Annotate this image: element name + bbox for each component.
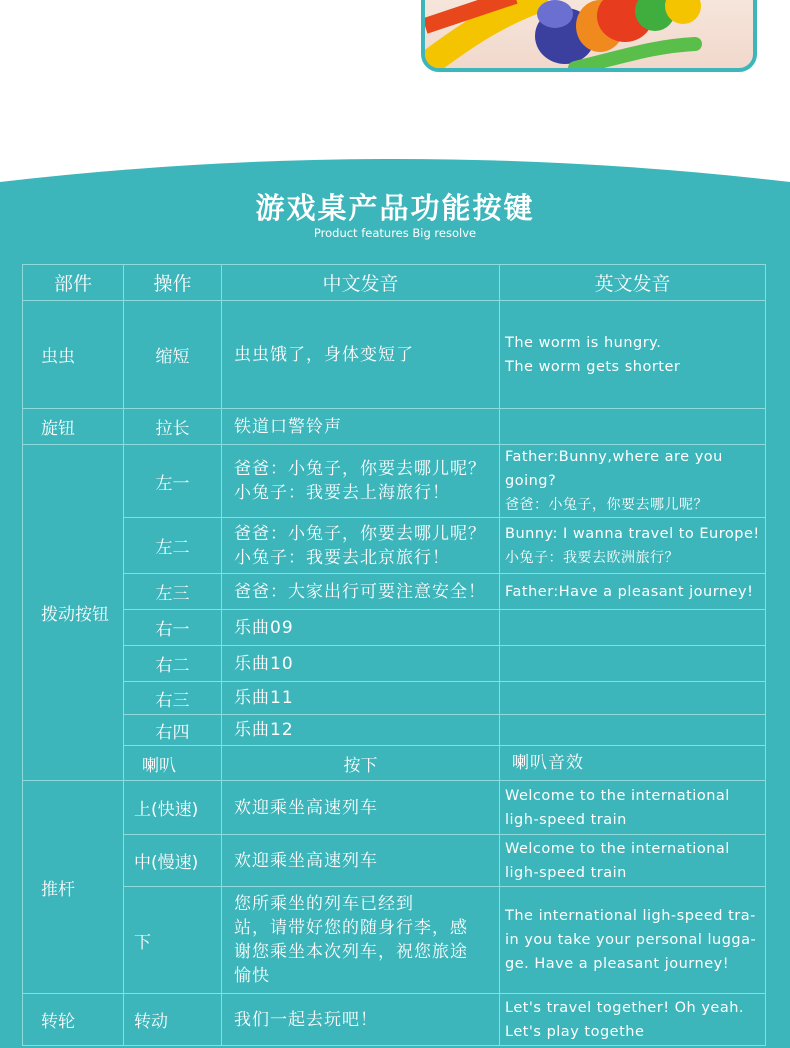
table-row <box>23 610 766 646</box>
chinese-cell: 我们一起去玩吧！ <box>222 994 500 1046</box>
operation-cell: 下 <box>124 887 222 994</box>
operation-cell: 缩短 <box>124 301 222 409</box>
chinese-line: 小兔子：我要去上海旅行！ <box>234 483 450 503</box>
operation-cell: 左三 <box>124 574 222 610</box>
english-line: Bunny: I wanna travel to Europe! <box>505 525 760 542</box>
operation-cell: 上(快速) <box>124 781 222 835</box>
english-line: Welcome to the international <box>505 840 730 857</box>
part-cell: 推杆 <box>23 781 124 994</box>
english-cell <box>500 409 766 445</box>
table-row <box>23 746 766 781</box>
english-cell <box>500 994 766 1046</box>
chinese-line: 爸爸：小兔子，你要去哪儿呢？ <box>234 523 486 544</box>
chinese-cell: 虫虫饿了，身体变短了 <box>222 301 500 409</box>
part-cell: 虫虫 <box>23 301 124 409</box>
english-line: Let's play togethe <box>505 1023 645 1040</box>
english-line: in you take your personal lugga- <box>505 932 757 948</box>
chinese-cell: 乐曲10 <box>222 646 500 682</box>
chinese-cell: 欢迎乘坐高速列车 <box>222 835 500 887</box>
chinese-cell <box>222 887 500 994</box>
page-subtitle: Product features Big resolve <box>313 226 477 240</box>
english-line: The worm is hungry. <box>505 334 662 351</box>
operation-cell: 右一 <box>124 610 222 646</box>
table-row <box>23 887 766 994</box>
operation-cell: 左一 <box>124 445 222 518</box>
english-line: 爸爸：小兔子，你要去哪儿呢？ <box>505 497 708 513</box>
chinese-cell: 乐曲11 <box>222 682 500 715</box>
chinese-cell: 乐曲09 <box>222 610 500 646</box>
chinese-line: 爸爸：小兔子，你要去哪儿呢？ <box>234 459 486 479</box>
part-cell: 喇叭 <box>124 746 222 781</box>
column-header-english: 英文发音 <box>500 265 766 301</box>
english-line: ge. Have a pleasant journey! <box>505 956 730 972</box>
chinese-cell: 乐曲12 <box>222 715 500 746</box>
operation-cell: 中(慢速) <box>124 835 222 887</box>
table-row <box>23 994 766 1046</box>
english-line: Father:Bunny,where are you <box>505 449 723 465</box>
operation-cell: 右二 <box>124 646 222 682</box>
operation-cell: 转动 <box>124 994 222 1046</box>
table-row <box>23 715 766 746</box>
english-line: ligh-speed train <box>505 864 627 881</box>
english-cell <box>500 682 766 715</box>
table-header-row <box>23 265 766 301</box>
english-cell <box>500 646 766 682</box>
chinese-line: 谢您乘坐本次列车，祝您旅途 <box>234 942 468 962</box>
english-cell <box>500 301 766 409</box>
table-row <box>23 445 766 518</box>
english-line: Welcome to the international <box>505 787 730 804</box>
english-line: Let's travel together! Oh yeah. <box>505 999 745 1016</box>
features-panel <box>0 158 790 1048</box>
english-cell <box>500 715 766 746</box>
chinese-line: 愉快 <box>234 966 270 986</box>
chinese-line: 站，请带好您的随身行李，感 <box>234 918 468 938</box>
operation-cell: 拉长 <box>124 409 222 445</box>
features-table <box>22 264 766 1046</box>
english-cell <box>500 887 766 994</box>
chinese-cell: 喇叭音效 <box>500 746 766 781</box>
chinese-cell <box>222 445 500 518</box>
part-cell: 转轮 <box>23 994 124 1046</box>
part-cell: 旋钮 <box>23 409 124 445</box>
product-photo <box>421 0 757 72</box>
english-cell <box>500 610 766 646</box>
table-row <box>23 301 766 409</box>
table-row <box>23 518 766 574</box>
part-cell: 拨动按钮 <box>23 445 124 781</box>
table-row <box>23 646 766 682</box>
table-row <box>23 574 766 610</box>
operation-cell: 右四 <box>124 715 222 746</box>
chinese-cell: 欢迎乘坐高速列车 <box>222 781 500 835</box>
english-cell <box>500 518 766 574</box>
table-row <box>23 409 766 445</box>
english-cell: Father:Have a pleasant journey! <box>500 574 766 610</box>
chinese-cell: 铁道口警铃声 <box>222 409 500 445</box>
english-line: 小兔子：我要去欧洲旅行？ <box>505 549 679 566</box>
chinese-cell <box>222 518 500 574</box>
operation-cell: 按下 <box>222 746 500 781</box>
english-line: The international ligh-speed tra- <box>505 908 756 924</box>
page-title: 游戏桌产品功能按键 <box>255 191 535 225</box>
column-header-chinese: 中文发音 <box>222 265 500 301</box>
toy-photo-illustration <box>425 0 757 72</box>
column-header-operation: 操作 <box>124 265 222 301</box>
english-cell <box>500 445 766 518</box>
english-line: ligh-speed train <box>505 811 627 828</box>
english-cell <box>500 835 766 887</box>
english-line: The worm gets shorter <box>505 358 681 375</box>
operation-cell: 左二 <box>124 518 222 574</box>
chinese-line: 小兔子：我要去北京旅行！ <box>234 547 450 568</box>
chinese-cell: 爸爸：大家出行可要注意安全！ <box>222 574 500 610</box>
chinese-line: 您所乘坐的列车已经到 <box>234 894 414 914</box>
table-row <box>23 682 766 715</box>
operation-cell: 右三 <box>124 682 222 715</box>
table-row <box>23 781 766 835</box>
english-line: going? <box>505 473 557 489</box>
column-header-part: 部件 <box>23 265 124 301</box>
table-row <box>23 835 766 887</box>
english-cell <box>500 781 766 835</box>
